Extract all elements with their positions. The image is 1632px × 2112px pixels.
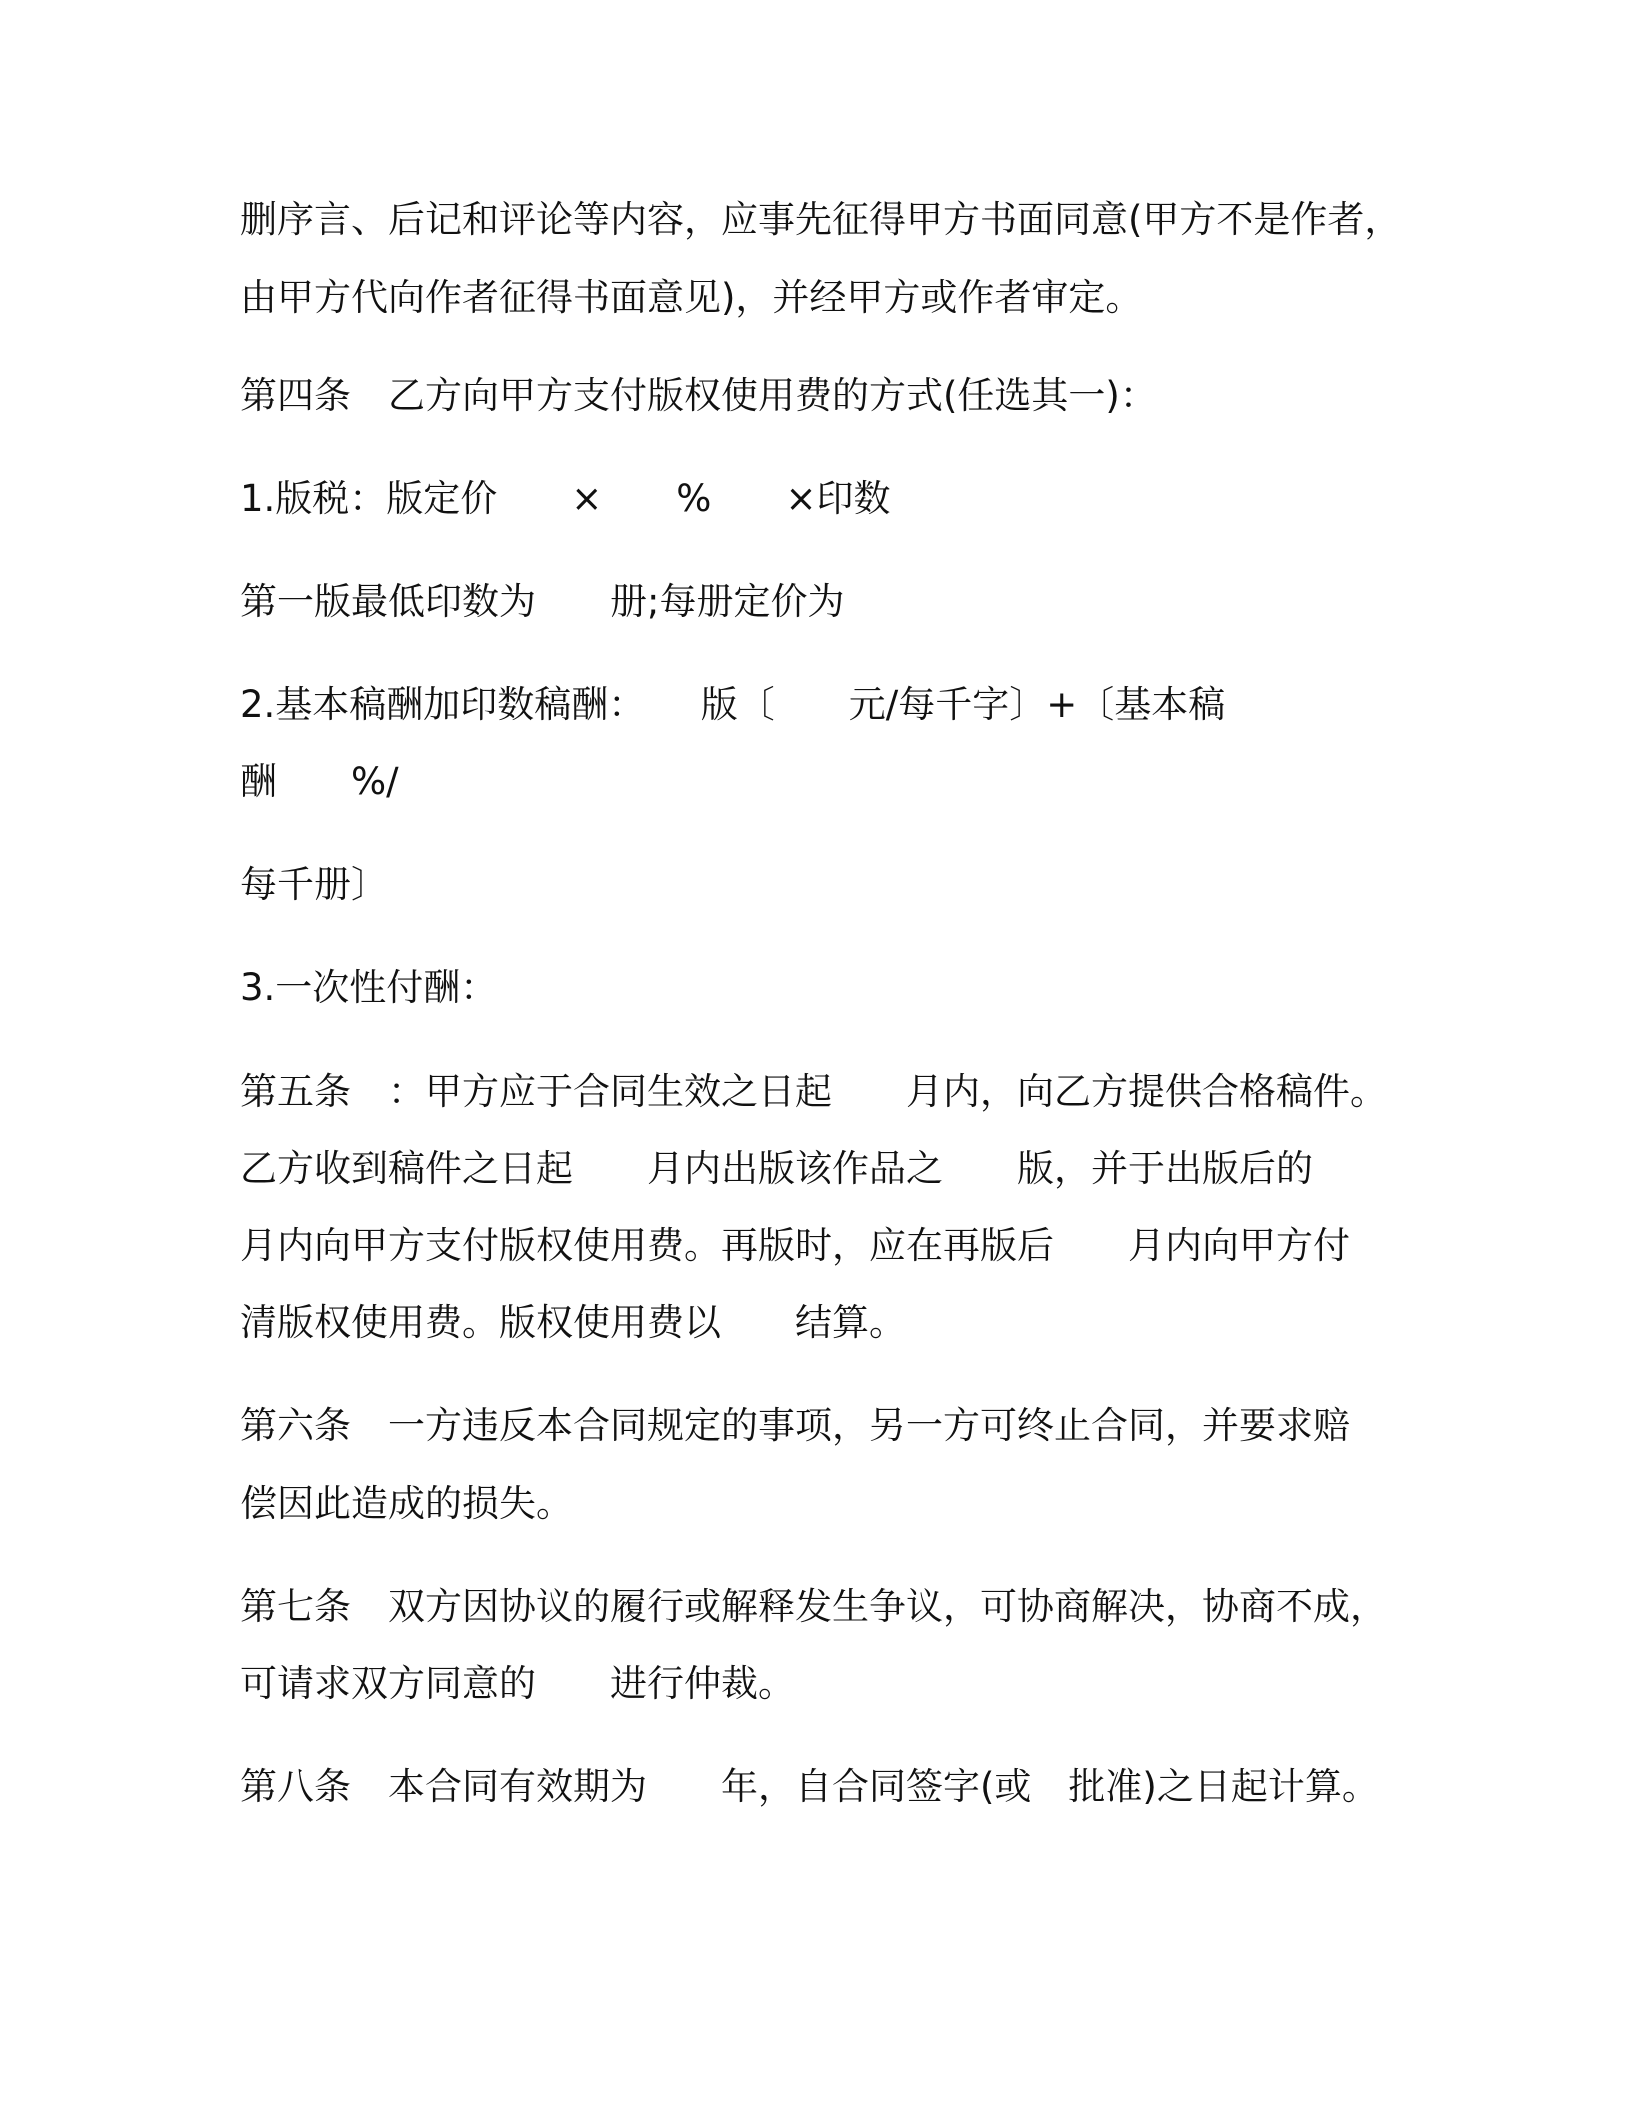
- text-line: 酬 %/: [240, 760, 399, 803]
- text-line: 第六条 一方违反本合同规定的事项，另一方可终止合同，并要求赔: [240, 1404, 1350, 1447]
- text-line: 第七条 双方因协议的履行或解释发生争议，可协商解决，协商不成，: [240, 1585, 1387, 1628]
- text-line: 第八条 本合同有效期为 年，自合同签字(或 批准)之日起计算。: [240, 1765, 1379, 1808]
- text-line: 由甲方代向作者征得书面意见)，并经甲方或作者审定。: [240, 276, 1143, 319]
- text-line: 乙方收到稿件之日起 月内出版该作品之 版，并于出版后的: [240, 1147, 1313, 1190]
- text-line: 1.版税：版定价 × % ×印数: [240, 477, 891, 520]
- text-line: 可请求双方同意的 进行仲裁。: [240, 1662, 795, 1705]
- text-line: 第五条 ：甲方应于合同生效之日起 月内，向乙方提供合格稿件。: [240, 1070, 1387, 1113]
- text-line: 第四条 乙方向甲方支付版权使用费的方式(任选其一)：: [240, 374, 1157, 417]
- text-line: 清版权使用费。版权使用费以 结算。: [240, 1301, 906, 1344]
- text-line: 3.一次性付酬：: [240, 966, 498, 1009]
- text-line: 月内向甲方支付版权使用费。再版时，应在再版后 月内向甲方付: [240, 1224, 1350, 1267]
- text-line: 每千册〕: [240, 863, 388, 906]
- text-line: 偿因此造成的损失。: [240, 1482, 573, 1525]
- text-line: 第一版最低印数为 册;每册定价为: [240, 580, 845, 623]
- text-line: 删序言、后记和评论等内容，应事先征得甲方书面同意(甲方不是作者，: [240, 198, 1402, 241]
- text-line: 2.基本稿酬加印数稿酬： 版〔 元/每千字〕+〔基本稿: [240, 683, 1226, 726]
